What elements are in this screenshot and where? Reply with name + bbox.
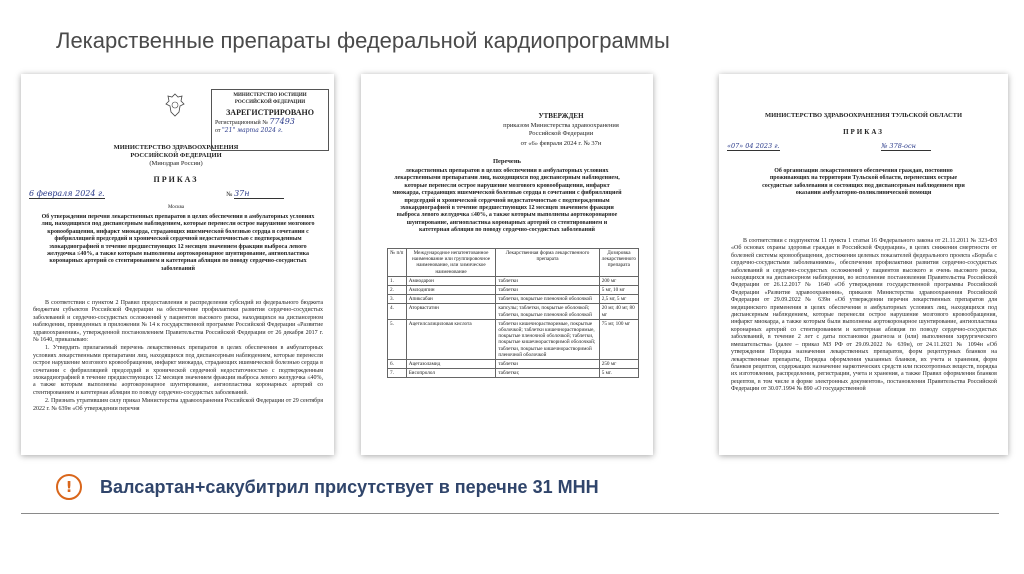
tula-order-number: № 378-осн: [881, 142, 931, 151]
row-number: 7.: [388, 369, 407, 378]
stamp-registered: ЗАРЕГИСТРИРОВАНО: [226, 108, 314, 117]
row-drug-name: Амиодарон: [406, 276, 496, 285]
row-form: таблетки: [496, 276, 599, 285]
order-body: [33, 300, 323, 414]
stamp-header: МИНИСТЕРСТВО ЮСТИЦИИ РОССИЙСКОЙ ФЕДЕРАЦИИ: [233, 93, 307, 105]
row-form: таблетки кишечнорастворимые, покрытые оболочкой; таблетки кишечнорастворимые, покрытые пленочной оболочкой; таблетки, покрытые кишечнорастворимой оболочкой; таблетки, покрытые кишечнорастворимой пленочной оболочкой: [496, 319, 599, 359]
tula-ministry-name: МИНИСТЕРСТВО ЗДРАВООХРАНЕНИЯ ТУЛЬСКОЙ ОБЛАСТИ: [764, 112, 963, 119]
row-drug-name: Амлодипин: [406, 286, 496, 295]
row-dosage: 2,5 мг, 5 мг: [599, 295, 638, 304]
notice-text: Валсартан+сакубитрил присутствует в перечне 31 МНН: [100, 476, 599, 497]
row-form: таблетки;: [496, 369, 599, 378]
city: Москва: [167, 205, 185, 210]
document-drug-list: [361, 74, 653, 455]
order-heading: Об утверждении перечня лекарственных препаратов в целях обеспечения в амбулаторных условиях лиц, находящихся под диспансерным наблюдением, которые перенесли острое нарушение мозгового кровообращения, инфаркт миокарда, страдающих ишемической болезнью сердца в сочетании с фибрилляцией предсердий и хронической сердечной недостаточностью с подтвержденным эхокардиографией в течение предшествующих 12 месяцев значением фракции выброса левого желудочка ≤40%, а также которым выполнены аортокоронарное шунтирование, ангиопластика коронарных артерий со стентированием и катетерная абляция по поводу сердечно-сосудистых заболеваний: [41, 214, 315, 272]
tula-order-date: «07» 04 2023 г.: [727, 142, 780, 150]
row-number: 6.: [388, 360, 407, 369]
ministry-short: (Минздрав России): [149, 160, 203, 167]
notice: [56, 474, 599, 500]
coat-of-arms-emblem: [164, 92, 186, 118]
tula-order-title: ПРИКАЗ: [843, 128, 884, 136]
row-dosage: 200 мг: [599, 276, 638, 285]
row-form: таблетки, покрытые пленочной оболочкой: [496, 295, 599, 304]
header-form: Лекарственная форма лекарственного препарата: [496, 249, 599, 277]
table-row: [388, 286, 639, 295]
approved-date: от «6» февраля 2024 г. № 37н: [520, 140, 602, 147]
order-number: 37н: [234, 190, 284, 199]
drug-table-header-row: [388, 249, 639, 277]
row-number: 5.: [388, 319, 407, 359]
header-number: № п/п: [388, 249, 407, 277]
order-paragraph-2: 1. Утвердить прилагаемый перечень лекарственных препаратов в целях обеспечения в амбулаторных условиях лекарственными препаратами лиц, находящихся под диспансерным наблюдением, которые перенесли острое нарушение мозгового кровообращения, инфаркт миокарда, страдающих ишемической болезнью сердца в сочетании с фибрилляцией предсердий и хронической сердечной недостаточностью с подтвержденным эхокардиографией в течение предшествующих 12 месяцев значением фракции выброса левого желудочка ≤40%, а также которым выполнены аортокоронарное шунтирование, ангиопластика коронарных артерий со стентированием и катетерная абляция по поводу сердечно-сосудистых заболеваний.: [33, 345, 323, 396]
row-drug-name: Ацетилсалициловая кислота: [406, 319, 496, 359]
tula-paragraph-1: В соответствии с подпунктом 11 пункта 1 статьи 16 Федерального закона от 21.11.2011 № 323-ФЗ «Об основах охраны здоровья граждан в Российской Федерации», в целях снижения смертности от болезней системы кровообращения, достижения целевых показателей федерального проекта «Борьба с сердечно-сосудистыми заболеваниями», обеспечения профилактики развития сердечно-сосудистых заболеваний и сердечно-сосудистых осложнений у пациентов высокого и очень высокого риска, находящихся на диспансерном наблюдении, во исполнение постановления Правительства Российской Федерации от 26.12.2017 № 1640 «Об утверждении государственной программы Российской Федерации «Развитие здравоохранения», приказов Министерства здравоохранения Российской Федерации от 29.09.2022 № 639н «Об утверждении перечня лекарственных препаратов для медицинского применения в целях обеспечения в амбулаторных условиях лиц, находящихся под диспансерным наблюдением, которые перенесли острое нарушение мозгового кровообращения, инфаркт миокарда, а также которым были выполнены аортокоронарное шунтирование, ангиопластика коронарных артерий со стентированием и катетерная абляция по поводу сердечно-сосудистых заболеваний, в течение 2 лет с даты постановки диагноза и (или) выполнения хирургического вмешательства» (далее – приказ МЗ РФ от 29.09.2022 № 639н), от 24.11.2021 № 1094н «Об утверждении Порядка назначения лекарственных препаратов, форм рецептурных бланков на лекарственные препараты, Порядка оформления указанных бланков, их учета и хранения, форм бланков рецептов, содержащих назначение наркотических средств или психотропных веществ, порядка их изготовления, распределения, регистрации, учета и хранения, а также Правил оформления бланков рецептов, в том числе в форме электронных документов», постановления Правительства Российской Федерации от 30.07.1994 № 890 «О государственной: [731, 238, 997, 393]
order-date: 6 февраля 2024 г.: [29, 189, 105, 198]
table-row: [388, 319, 639, 359]
row-form: капсулы; таблетки, покрытые оболочкой; таблетки, покрытые пленочной оболочкой: [496, 304, 599, 319]
row-drug-name: Ацетазоламид: [406, 360, 496, 369]
stamp-regnum: 77493: [269, 117, 295, 126]
order-number-label: №: [226, 191, 233, 198]
stamp-date: "21" марта 2024 г.: [222, 127, 283, 134]
list-description: лекарственных препаратов в целях обеспечения в амбулаторных условиях лекарственными препаратами лиц, находящихся под диспансерным наблюдением, которые перенесли острое нарушение мозгового кровообращения, инфаркт миокарда, страдающих ишемической болезнью сердца в сочетании с фибрилляцией предсердий и хронической сердечной недостаточностью с подтвержденным эхокардиографией в течение предшествующих 12 месяцев значением фракции выброса левого желудочка ≤40%, а также которым выполнены аортокоронарное шунтирование, ангиопластика коронарных артерий со стентированием и катетерная абляция по поводу сердечно-сосудистых заболеваний: [392, 168, 622, 234]
exclamation-circle-icon: !: [56, 474, 82, 500]
header-dosage: Дозировка лекарственного препарата: [599, 249, 638, 277]
approved-label: УТВЕРЖДЕН: [538, 112, 584, 120]
row-dosage: 20 мг, 40 мг, 80 мг: [599, 304, 638, 319]
stamp-date-prefix: от: [215, 128, 221, 134]
row-number: 1.: [388, 276, 407, 285]
stamp-regnum-line: [215, 118, 325, 127]
row-dosage: 75 мг, 100 мг: [599, 319, 638, 359]
header-name: Международное непатентованное наименование или группировочное наименование, или химическое наименование: [406, 249, 496, 277]
table-row: [388, 276, 639, 285]
row-number: 2.: [388, 286, 407, 295]
registration-stamp: [211, 89, 329, 151]
table-row: [388, 369, 639, 378]
document-federal-order: [21, 74, 334, 455]
tula-order-heading: Об организации лекарственного обеспечения граждан, постоянно проживающих на территории Тульской области, перенесших острые сосудистые заболевания и состоящих под диспансерным наблюдением при оказании амбулаторно-поликлинической помощи: [762, 168, 965, 197]
row-form: таблетки: [496, 286, 599, 295]
divider: [21, 513, 999, 514]
tula-order-body: [731, 238, 997, 395]
row-number: 3.: [388, 295, 407, 304]
list-title: Перечень: [492, 158, 521, 165]
row-dosage: 5 мг, 10 мг: [599, 286, 638, 295]
slide-title: Лекарственные препараты федеральной кардиопрограммы: [56, 28, 670, 53]
row-number: 4.: [388, 304, 407, 319]
stamp-date-line: [215, 127, 325, 135]
document-tula-order: [719, 74, 1008, 455]
ministry-name: МИНИСТЕРСТВО ЗДРАВООХРАНЕНИЯ РОССИЙСКОЙ ФЕДЕРАЦИИ: [113, 144, 239, 159]
approved-by: приказом Министерства здравоохранения Российской Федерации: [503, 122, 619, 137]
order-paragraph-1: В соответствии с пунктом 2 Правил предоставления и распределения субсидий из федерального бюджета бюджетам субъектов Российской Федерации на обеспечение профилактики развития сердечно-сосудистых заболеваний и сердечно-сосудистых осложнений у пациентов высокого риска, находящихся на диспансерном наблюдении, приведенных в приложении № 14 к государственной программе Российской Федерации «Развитие здравоохранения», утвержденной постановлением Правительства Российской Федерации от 26 декабря 2017 г. № 1640, приказываю:: [33, 300, 323, 344]
stamp-regnum-label: Регистрационный №: [215, 120, 268, 126]
table-row: [388, 295, 639, 304]
row-form: таблетки: [496, 360, 599, 369]
drug-table: [387, 248, 639, 378]
row-drug-name: Аторвастатин: [406, 304, 496, 319]
row-dosage: 5 мг.: [599, 369, 638, 378]
row-dosage: 250 мг: [599, 360, 638, 369]
tula-date-line: [727, 142, 1002, 151]
order-date-line: [29, 190, 329, 199]
table-row: [388, 360, 639, 369]
row-drug-name: Апиксабан: [406, 295, 496, 304]
table-row: [388, 304, 639, 319]
row-drug-name: Бисопролол: [406, 369, 496, 378]
order-title: ПРИКАЗ: [153, 175, 199, 184]
order-paragraph-3: 2. Признать утратившим силу приказ Министерства здравоохранения Российской Федерации от 29 сентября 2022 г. № 639н «Об утверждении перечня: [33, 398, 323, 412]
